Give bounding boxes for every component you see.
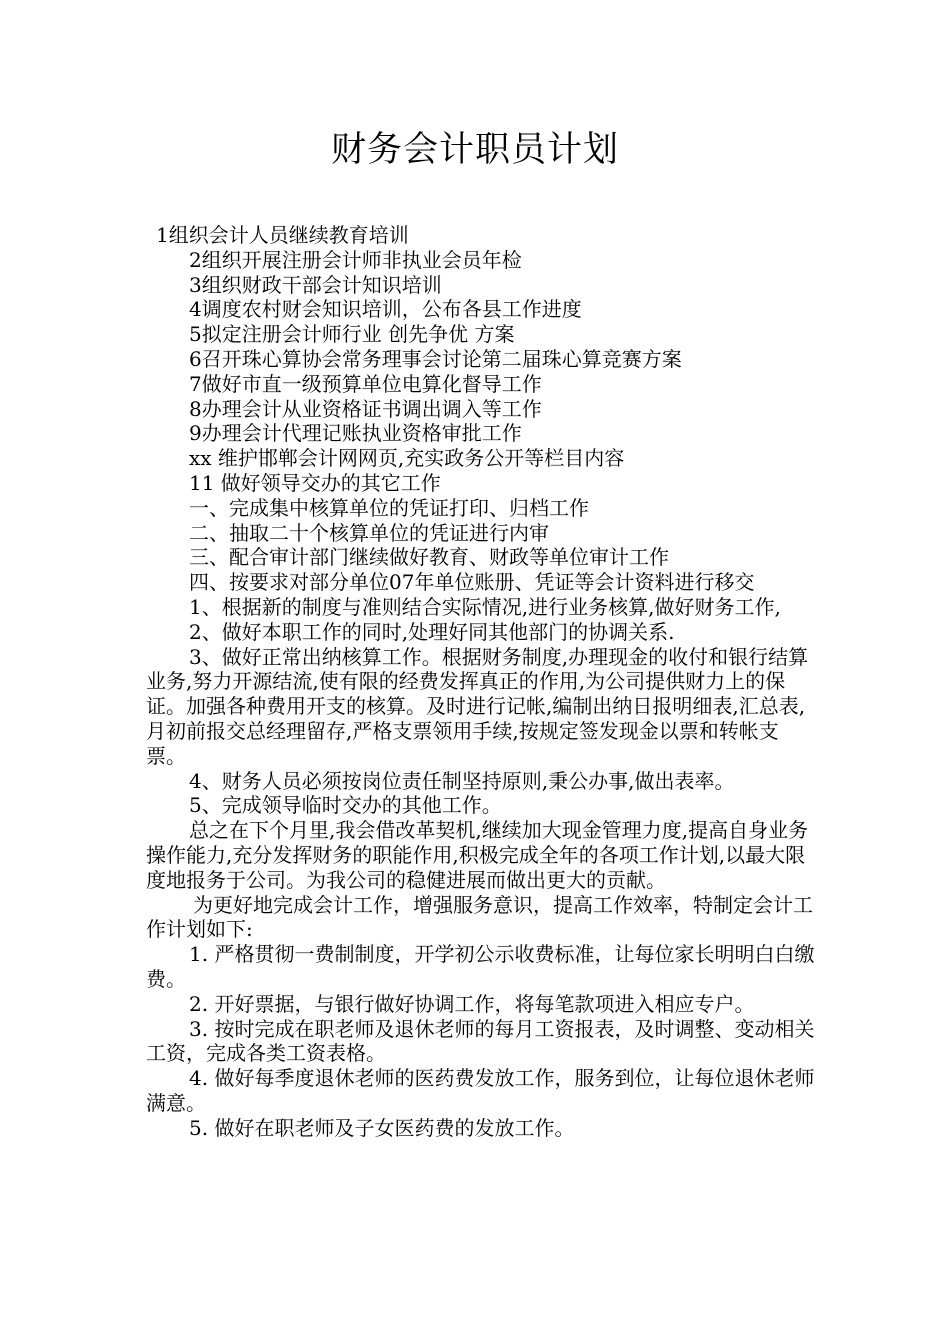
list-item: 3组织财政干部会计知识培训 [189, 272, 442, 297]
list-item: 7做好市直一级预算单位电算化督导工作 [189, 371, 542, 396]
list-item: 6召开珠心算协会常务理事会讨论第二届珠心算竞赛方案 [189, 346, 682, 371]
list-item: xx 维护邯郸会计网网页,充实政务公开等栏目内容 [189, 446, 625, 471]
paragraph: 2、做好本职工作的同时,处理好同其他部门的协调关系. [189, 619, 675, 644]
list-item: 一、完成集中核算单位的凭证打印、归档工作 [189, 495, 589, 520]
document-body [146, 223, 818, 1140]
list-item: 5拟定注册会计师行业 创先争优 方案 [189, 322, 515, 347]
list-item: 11 做好领导交办的其它工作 [189, 470, 441, 495]
paragraph: 总之在下个月里,我会借改革契机,继续加大现金管理力度,提高自身业务操作能力,充分发挥财务的职能作用,积极完成全年的各项工作计划,以最大限度地报务于公司。为我公司的稳健进展而做出更大的贡献。 [146, 818, 809, 892]
paragraph: 四、按要求对部分单位07年单位账册、凭证等会计资料进行移交 [189, 570, 755, 595]
list-item: 8办理会计从业资格证书调出调入等工作 [189, 396, 542, 421]
paragraph: 5、完成领导临时交办的其他工作。 [189, 793, 502, 818]
paragraph: 为更好地完成会计工作，增强服务意识，提高工作效率，特制定会计工作计划如下: [146, 892, 813, 942]
paragraph: 4、财务人员必须按岗位责任制坚持原则,秉公办事,做出表率。 [189, 768, 735, 793]
list-item: 三、配合审计部门继续做好教育、财政等单位审计工作 [189, 545, 669, 570]
paragraph: 3. 按时完成在职老师及退休老师的每月工资报表，及时调整、变动相关工资，完成各类工资表格。 [146, 1016, 815, 1066]
paragraph: 3、做好正常出纳核算工作。根据财务制度,办理现金的收付和银行结算业务,努力开源结流,使有限的经费发挥真正的作用,为公司提供财力上的保证。加强各种费用开支的核算。及时进行记帐,编制出纳日报明细表,汇总表,月初前报交总经理留存,严格支票领用手续,按规定签发现金以票和转帐支票。 [146, 644, 809, 768]
list-item: 二、抽取二十个核算单位的凭证进行内审 [189, 520, 549, 545]
list-item: 2组织开展注册会计师非执业会员年检 [189, 247, 522, 272]
paragraph: 5. 做好在职老师及子女医药费的发放工作。 [189, 1115, 575, 1140]
list-item: 4调度农村财会知识培训，公布各县工作进度 [189, 297, 582, 322]
page-title: 财务会计职员计划 [330, 130, 619, 170]
list-item: 9办理会计代理记账执业资格审批工作 [189, 421, 522, 446]
paragraph: 4. 做好每季度退休老师的医药费发放工作，服务到位，让每位退休老师满意。 [146, 1066, 815, 1115]
paragraph: 1、根据新的制度与准则结合实际情况,进行业务核算,做好财务工作, [189, 594, 781, 619]
list-item: 1组织会计人员继续教育培训 [156, 223, 409, 247]
paragraph: 2. 开好票据，与银行做好协调工作，将每笔款项进入相应专户。 [189, 991, 755, 1016]
paragraph: 1. 严格贯彻一费制制度，开学初公示收费标准，让每位家长明明白白缴费。 [146, 942, 815, 991]
